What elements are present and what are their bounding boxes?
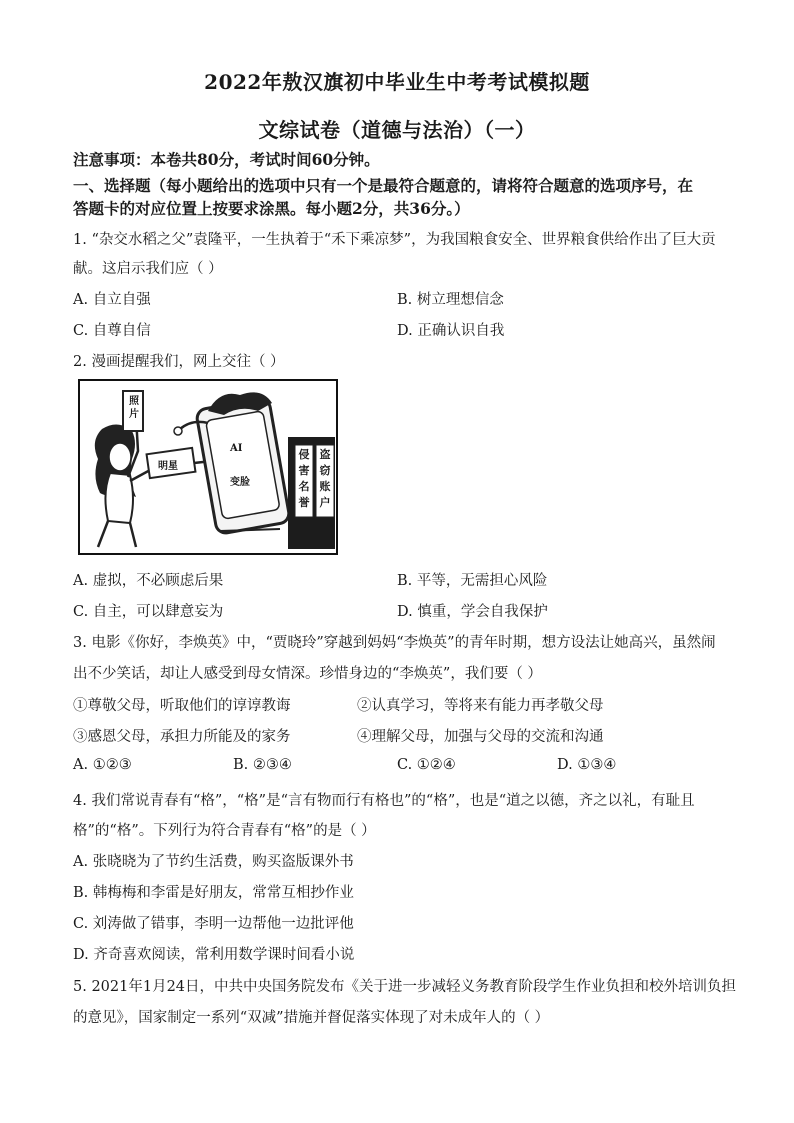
section1-instruction-line2: 答题卡的对应位置上按要求涂黑。每小题2分，共36分。）	[73, 199, 470, 218]
q2-stem: 2. 漫画提醒我们，网上交往（ ）	[73, 354, 285, 370]
q4-option-a: A. 张晓晓为了节约生活费，购买盗版课外书	[73, 854, 354, 870]
q3-item-3: ③感恩父母，承担力所能及的家务	[73, 729, 291, 745]
exam-subtitle: 文综试卷（道德与法治）（一）	[258, 118, 536, 142]
q3-item-1: ①尊敬父母，听取他们的谆谆教诲	[73, 698, 291, 714]
q3-item-4: ④理解父母，加强与父母的交流和沟通	[357, 729, 604, 745]
q1-stem-line2: 献。这启示我们应（ ）	[73, 261, 223, 277]
q1-option-d: D. 正确认识自我	[397, 323, 505, 339]
q3-stem-line1: 3. 电影《你好，李焕英》中，“贾晓玲”穿越到妈妈“李焕英”的青年时期，想方设法让她高兴，虽然闹	[73, 635, 716, 651]
q4-option-b: B. 韩梅梅和李雷是好朋友，常常互相抄作业	[73, 885, 354, 901]
cartoon-sign-account: 盗窃账户	[319, 448, 331, 509]
q4-option-c: C. 刘涛做了错事，李明一边帮他一边批评他	[73, 916, 354, 932]
notice: 注意事项：本卷共80分，考试时间60分钟。	[73, 150, 380, 169]
q1-option-a: A. 自立自强	[73, 292, 151, 308]
q1-option-b: B. 树立理想信念	[397, 292, 504, 308]
q3-option-c: C. ①②④	[397, 757, 456, 773]
exam-title: 2022年敖汉旗初中毕业生中考考试模拟题	[204, 70, 590, 94]
q2-option-c: C. 自主，可以肆意妄为	[73, 604, 224, 620]
q4-stem-line1: 4. 我们常说青春有“格”，“格”是“言有物而行有格也”的“格”，也是“道之以德，齐之以礼，有耻且	[73, 793, 695, 809]
q3-option-a: A. ①②③	[73, 757, 132, 773]
q5-stem-line1: 5. 2021年1月24日，中共中央国务院发布《关于进一步减轻义务教育阶段学生作业负担和校外培训负担	[73, 979, 737, 995]
cartoon-faceswap-label: 变脸	[230, 477, 250, 488]
q3-option-d: D. ①③④	[557, 757, 617, 773]
cartoon-ai-label: AI	[230, 443, 243, 454]
q2-option-d: D. 慎重，学会自我保护	[397, 604, 548, 620]
q4-stem-line2: 格”的“格”。下列行为符合青春有“格”的是（ ）	[73, 823, 376, 839]
q1-stem-line1: 1. “杂交水稻之父”袁隆平，一生执着于“禾下乘凉梦”，为我国粮食安全、世界粮食供给作出了巨大贡	[73, 232, 716, 248]
q2-cartoon	[78, 379, 338, 555]
q3-stem-line2: 出不少笑话，却让人感受到母女情深。珍惜身边的“李焕英”，我们要（ ）	[73, 666, 542, 682]
q2-option-b: B. 平等，无需担心风险	[397, 573, 548, 589]
q1-option-c: C. 自尊自信	[73, 323, 151, 339]
section1-instruction-line1: 一、选择题（每小题给出的选项中只有一个是最符合题意的，请将符合题意的选项序号，在	[73, 176, 694, 195]
q4-option-d: D. 齐奇喜欢阅读，常利用数学课时间看小说	[73, 947, 355, 963]
cartoon-sign-reputation: 侵害名誉	[298, 448, 310, 509]
cartoon-photo-label: 照片	[129, 396, 139, 420]
q3-option-b: B. ②③④	[233, 757, 292, 773]
q2-option-a: A. 虚拟，不必顾虑后果	[73, 573, 224, 589]
cartoon-star-label: 明星	[158, 461, 178, 472]
q5-stem-line2: 的意见》，国家制定一系列“双减”措施并督促落实体现了对未成年人的（ ）	[73, 1010, 550, 1026]
q3-item-2: ②认真学习，等将来有能力再孝敬父母	[357, 698, 604, 714]
